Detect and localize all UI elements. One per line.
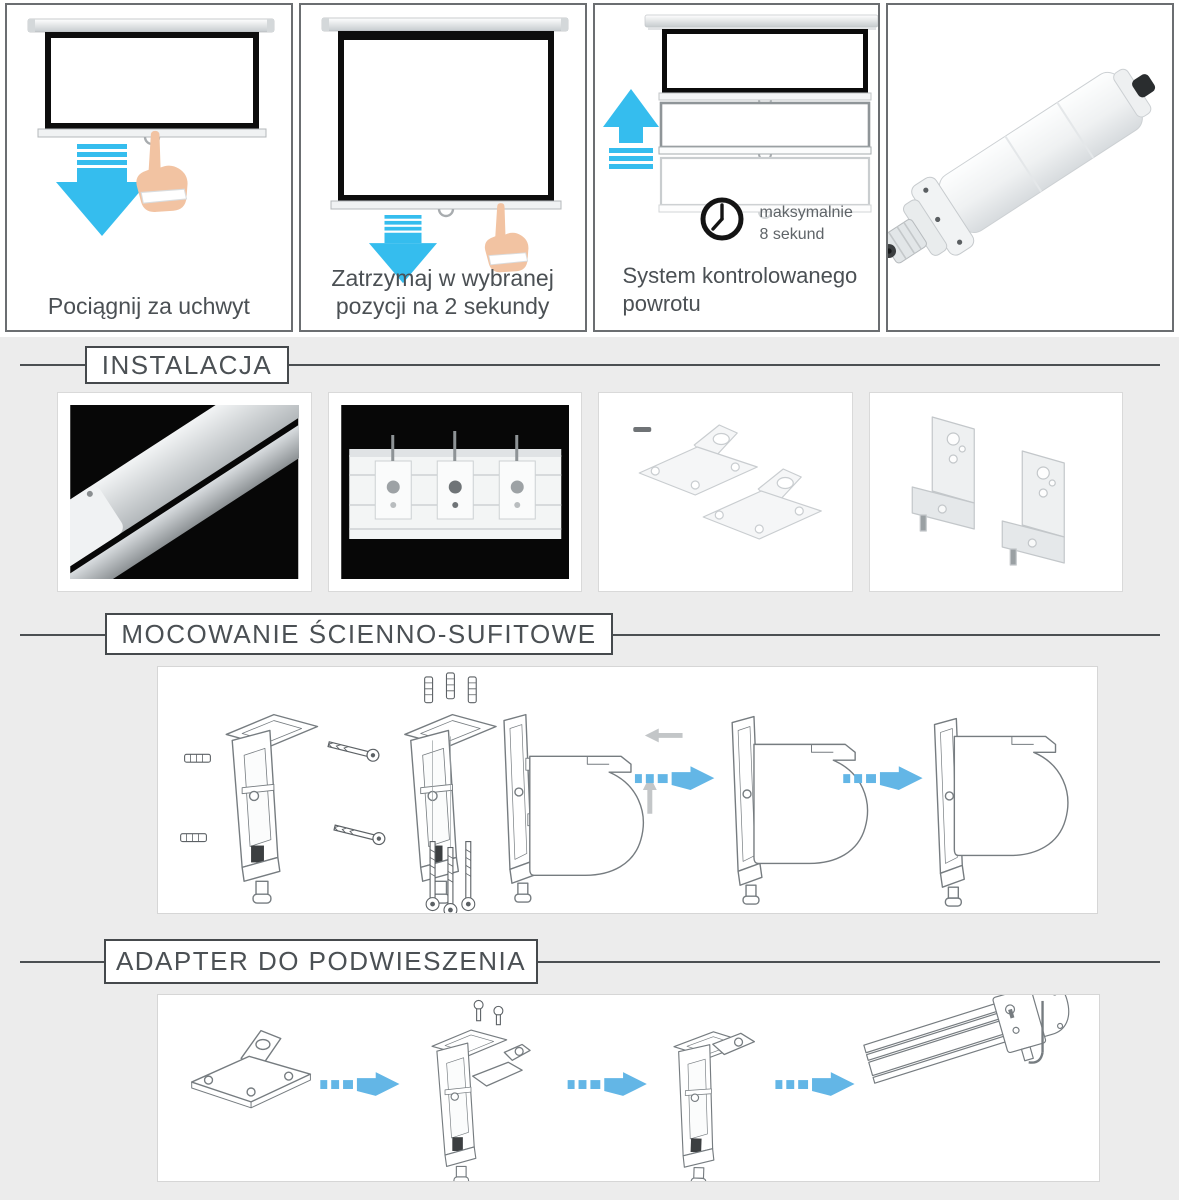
adapter-assembled-step <box>669 1030 755 1181</box>
section-title: MOCOWANIE ŚCIENNO-SUFITOWE <box>121 618 597 649</box>
installation-photos-row <box>57 392 1123 592</box>
next-step-arrow-icon <box>775 1072 854 1096</box>
section-title: ADAPTER DO PODWIESZENIA <box>115 946 527 976</box>
photo-card-wall-brackets <box>598 392 853 592</box>
wall-brackets-photo <box>611 405 840 579</box>
screen-pull-down-illustration <box>7 5 293 332</box>
mounted-casing-step <box>935 719 1068 906</box>
roller-mechanism-panel <box>886 3 1174 332</box>
max-time-line: maksymalnie <box>759 204 853 221</box>
step-pull-handle-panel <box>5 3 293 332</box>
next-step-arrow-icon <box>568 1072 647 1096</box>
handle-loop <box>439 209 453 216</box>
section-header-mocowanie <box>105 613 613 655</box>
step-caption <box>305 264 581 321</box>
section-header-instalacja <box>85 346 289 384</box>
seat-casing-step <box>732 717 867 904</box>
caption-line: Pociągnij za uchwyt <box>47 293 250 320</box>
section-title: INSTALACJA <box>101 349 273 380</box>
adapter-plate-step <box>192 1031 311 1108</box>
caption-line: pozycji na 2 sekundy <box>335 293 550 320</box>
clock-icon <box>703 200 741 238</box>
hanging-casing-step <box>861 995 1080 1102</box>
casing-back-photo <box>341 405 570 579</box>
suspension-adapter-diagram <box>157 994 1100 1182</box>
pointing-hand-icon <box>136 131 187 212</box>
photo-card-casing-back <box>328 392 583 592</box>
l-brackets-photo <box>882 405 1111 579</box>
hook-casing-step <box>504 715 683 902</box>
wall-ceiling-mount-diagram <box>157 666 1098 914</box>
pointing-hand-icon <box>485 203 529 272</box>
caption-line: powrotu <box>622 290 701 316</box>
roller-tube-photo <box>888 5 1174 332</box>
step-caption <box>623 262 875 318</box>
pin <box>633 427 651 432</box>
adapter-on-bracket-step <box>432 1000 530 1181</box>
photo-card-casing-end <box>57 392 312 592</box>
pull-down-arrow-icon <box>56 144 148 236</box>
casing-end-photo <box>70 405 299 579</box>
next-step-arrow-icon <box>320 1072 399 1096</box>
max-time-label <box>760 202 853 245</box>
ceiling-mount-step <box>405 673 496 913</box>
retract-up-arrow-icon <box>603 89 659 169</box>
step-controlled-return-panel <box>593 3 881 332</box>
step-caption <box>11 292 287 321</box>
caption-line: Zatrzymaj w wybranej <box>331 264 554 291</box>
photo-card-l-brackets <box>869 392 1124 592</box>
step-stop-position-panel <box>299 3 587 332</box>
lower-sections <box>0 337 1179 1200</box>
caption-line: System kontrolowanego <box>622 262 858 288</box>
max-time-line: 8 sekund <box>759 225 825 243</box>
section-header-adapter <box>104 939 538 984</box>
wall-mount-step <box>181 715 386 903</box>
usage-steps-row <box>5 3 1174 332</box>
